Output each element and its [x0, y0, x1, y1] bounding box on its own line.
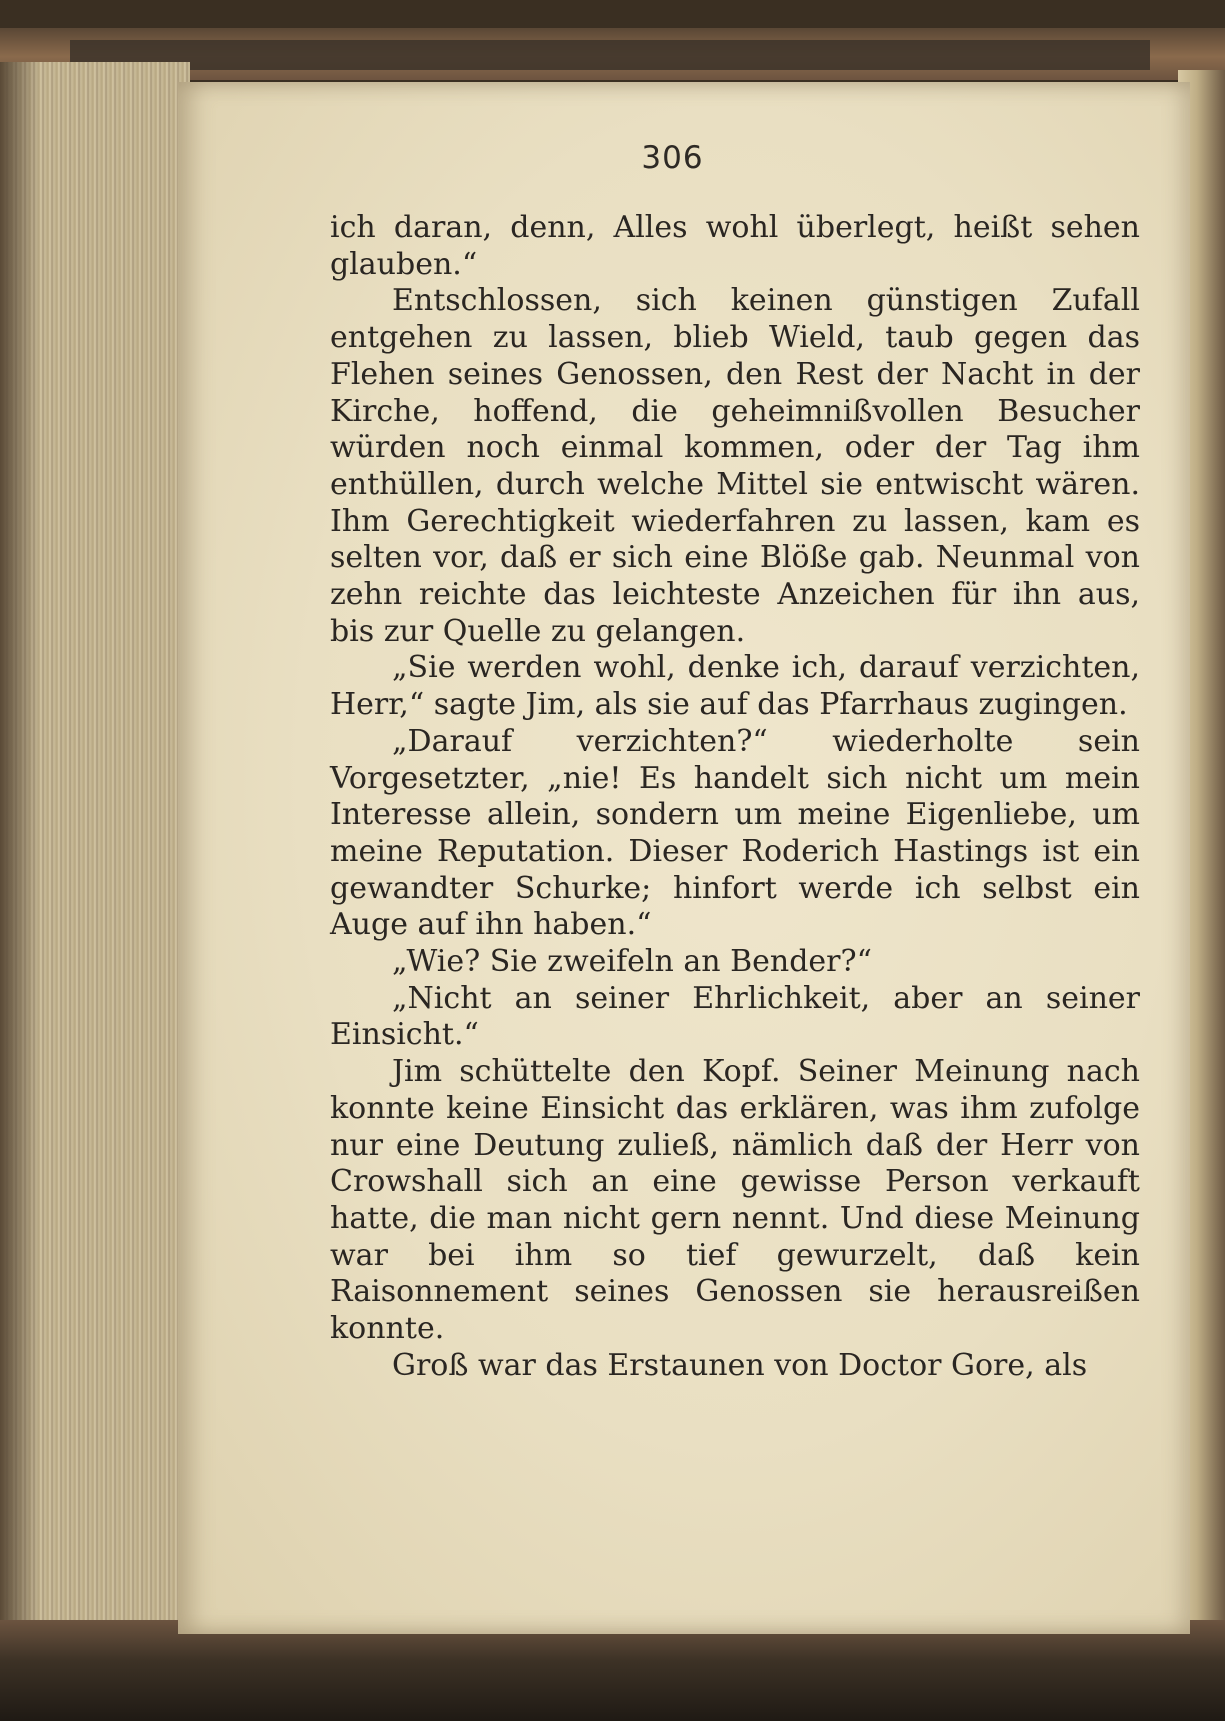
paragraph: „Darauf verzichten?“ wiederholte sein Vorgesetzter, „nie! Es handelt sich nicht um mein Interesse allein, sondern um meine Eigenliebe, um meine Reputation. Dieser Roderich Hastings ist ein gewandter Schurke; hinfort werde ich selbst ein Auge auf ihn haben.“ — [330, 723, 1140, 943]
paragraph: „Sie werden wohl, denke ich, darauf verzichten, Herr,“ sagte Jim, als sie auf das Pfarrhaus zugingen. — [330, 650, 1140, 723]
paragraph: Jim schüttelte den Kopf. Seiner Meinung nach konnte keine Einsicht das erklären, was ihm zufolge nur eine Deutung zuließ, nämlich daß der Herr von Crowshall sich an eine gewisse Person verkauft hatte, die man nicht gern nennt. Und diese Meinung war bei ihm so tief gewurzelt, daß kein Raisonnement seines Genossen sie herausreißen konnte. — [330, 1054, 1140, 1347]
paragraph: „Nicht an seiner Ehrlichkeit, aber an seiner Einsicht.“ — [330, 980, 1140, 1053]
paragraph: Entschlossen, sich keinen günstigen Zufall entgehen zu lassen, blieb Wield, taub gegen das Flehen seines Genossen, den Rest der Nacht in der Kirche, hoffend, die geheimnißvollen Besucher würden noch einmal kommen, oder der Tag ihm enthüllen, durch welche Mittel sie entwischt wären. Ihm Gerechtigkeit wiederfahren zu lassen, kam es selten vor, daß er sich eine Blöße gab. Neunmal von zehn reichte das leichteste Anzeichen für ihn aus, bis zur Quelle zu gelangen. — [330, 283, 1140, 649]
page-body-text — [330, 210, 1140, 1385]
book-spine-shadow — [70, 40, 1150, 70]
paragraph: „Wie? Sie zweifeln an Bender?“ — [392, 944, 872, 980]
paragraph: ich daran, denn, Alles wohl überlegt, heißt sehen glauben.“ — [330, 210, 1140, 282]
paragraph: Groß war das Erstaunen von Doctor Gore, als — [392, 1347, 1088, 1383]
page-block-shadow — [0, 62, 40, 1622]
page-number: 306 — [641, 140, 704, 176]
book-cover-bottom-edge — [0, 1620, 1225, 1721]
